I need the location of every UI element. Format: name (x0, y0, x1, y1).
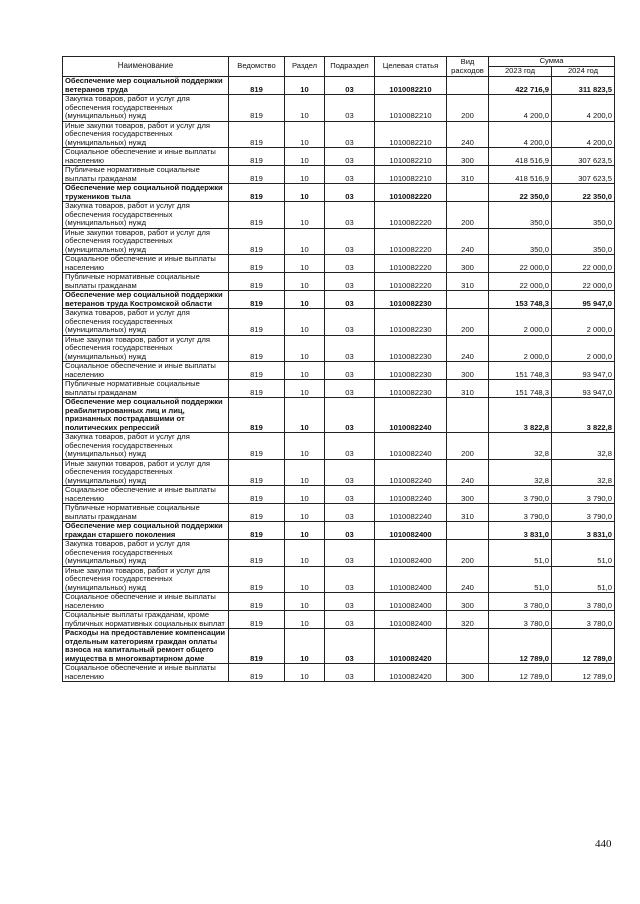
table-row (63, 228, 615, 255)
cell-name: Социальные выплаты гражданам, кроме публичных нормативных социальных выплат (63, 611, 229, 629)
table-row (63, 148, 615, 166)
table-row (63, 77, 615, 95)
cell-type: 300 (447, 255, 489, 273)
cell-subsection: 03 (325, 433, 375, 460)
cell-subsection: 03 (325, 228, 375, 255)
cell-section: 10 (285, 202, 325, 229)
table-row (63, 202, 615, 229)
cell-subsection: 03 (325, 566, 375, 593)
table-row (63, 593, 615, 611)
cell-subsection: 03 (325, 77, 375, 95)
cell-2023: 2 000,0 (489, 309, 552, 336)
cell-2023: 350,0 (489, 202, 552, 229)
cell-name: Закупка товаров, работ и услуг для обеспечения государственных (муниципальных) нужд (63, 540, 229, 567)
table-row (63, 166, 615, 184)
cell-2024: 22 000,0 (552, 273, 615, 291)
table-row (63, 664, 615, 682)
cell-target: 1010082240 (375, 433, 447, 460)
table-row (63, 504, 615, 522)
cell-name: Социальное обеспечение и иные выплаты населению (63, 255, 229, 273)
cell-type: 300 (447, 593, 489, 611)
cell-2023: 22 000,0 (489, 255, 552, 273)
cell-2024: 3 790,0 (552, 504, 615, 522)
cell-2023: 3 790,0 (489, 486, 552, 504)
cell-type: 200 (447, 540, 489, 567)
cell-target: 1010082230 (375, 335, 447, 362)
cell-dept: 819 (229, 504, 285, 522)
page-number: 440 (595, 838, 612, 850)
cell-subsection: 03 (325, 398, 375, 433)
cell-2024: 22 350,0 (552, 184, 615, 202)
cell-section: 10 (285, 255, 325, 273)
cell-section: 10 (285, 184, 325, 202)
cell-subsection: 03 (325, 121, 375, 148)
cell-subsection: 03 (325, 362, 375, 380)
table-header (63, 57, 615, 77)
cell-2024: 2 000,0 (552, 335, 615, 362)
cell-2023: 3 831,0 (489, 522, 552, 540)
cell-section: 10 (285, 380, 325, 398)
cell-section: 10 (285, 398, 325, 433)
cell-2023: 51,0 (489, 540, 552, 567)
cell-dept: 819 (229, 398, 285, 433)
cell-section: 10 (285, 664, 325, 682)
cell-2024: 307 623,5 (552, 148, 615, 166)
cell-section: 10 (285, 593, 325, 611)
cell-subsection: 03 (325, 611, 375, 629)
cell-2024: 311 823,5 (552, 77, 615, 95)
cell-2024: 2 000,0 (552, 309, 615, 336)
cell-name: Иные закупки товаров, работ и услуг для обеспечения государственных (муниципальных) нужд (63, 459, 229, 486)
cell-subsection: 03 (325, 95, 375, 122)
cell-2023: 151 748,3 (489, 380, 552, 398)
cell-dept: 819 (229, 459, 285, 486)
cell-2024: 3 790,0 (552, 486, 615, 504)
cell-name: Публичные нормативные социальные выплаты гражданам (63, 380, 229, 398)
table-row (63, 629, 615, 664)
cell-subsection: 03 (325, 380, 375, 398)
cell-section: 10 (285, 77, 325, 95)
cell-subsection: 03 (325, 522, 375, 540)
budget-table (62, 56, 615, 682)
cell-name: Иные закупки товаров, работ и услуг для обеспечения государственных (муниципальных) нужд (63, 121, 229, 148)
cell-name: Социальное обеспечение и иные выплаты населению (63, 486, 229, 504)
cell-target: 1010082240 (375, 459, 447, 486)
cell-2023: 350,0 (489, 228, 552, 255)
cell-2023: 32,8 (489, 433, 552, 460)
cell-subsection: 03 (325, 184, 375, 202)
cell-2023: 4 200,0 (489, 95, 552, 122)
cell-type: 320 (447, 611, 489, 629)
header-2024: 2024 год (552, 67, 615, 77)
cell-2024: 350,0 (552, 202, 615, 229)
cell-2024: 3 780,0 (552, 593, 615, 611)
cell-subsection: 03 (325, 664, 375, 682)
cell-type: 300 (447, 148, 489, 166)
cell-target: 1010082230 (375, 362, 447, 380)
cell-name: Обеспечение мер социальной поддержки ветеранов труда (63, 77, 229, 95)
cell-2023: 422 716,9 (489, 77, 552, 95)
cell-2023: 12 789,0 (489, 664, 552, 682)
cell-name: Публичные нормативные социальные выплаты гражданам (63, 273, 229, 291)
cell-type (447, 398, 489, 433)
cell-2023: 151 748,3 (489, 362, 552, 380)
cell-dept: 819 (229, 433, 285, 460)
cell-name: Расходы на предоставление компенсации отдельным категориям граждан оплаты взноса на капитальный ремонт общего имущества в многоквартирном доме (63, 629, 229, 664)
table-row (63, 566, 615, 593)
cell-dept: 819 (229, 77, 285, 95)
cell-name: Обеспечение мер социальной поддержки реабилитированных лиц и лиц, признанных пострадавшими от политических репрессий (63, 398, 229, 433)
cell-2023: 3 780,0 (489, 593, 552, 611)
cell-target: 1010082220 (375, 184, 447, 202)
header-name: Наименование (63, 57, 229, 77)
table-body (63, 77, 615, 682)
cell-name: Закупка товаров, работ и услуг для обеспечения государственных (муниципальных) нужд (63, 433, 229, 460)
cell-target: 1010082240 (375, 398, 447, 433)
table-row (63, 184, 615, 202)
table-row (63, 255, 615, 273)
cell-section: 10 (285, 273, 325, 291)
cell-2023: 51,0 (489, 566, 552, 593)
cell-target: 1010082400 (375, 522, 447, 540)
cell-type: 240 (447, 459, 489, 486)
cell-type: 300 (447, 486, 489, 504)
cell-target: 1010082220 (375, 202, 447, 229)
cell-section: 10 (285, 566, 325, 593)
cell-2024: 93 947,0 (552, 380, 615, 398)
cell-2024: 350,0 (552, 228, 615, 255)
cell-dept: 819 (229, 566, 285, 593)
header-dept: Ведомство (229, 57, 285, 77)
cell-type (447, 522, 489, 540)
cell-dept: 819 (229, 148, 285, 166)
cell-dept: 819 (229, 629, 285, 664)
cell-2023: 418 516,9 (489, 166, 552, 184)
cell-name: Социальное обеспечение и иные выплаты населению (63, 593, 229, 611)
cell-type: 200 (447, 202, 489, 229)
cell-type: 240 (447, 566, 489, 593)
cell-type: 200 (447, 95, 489, 122)
table-row (63, 433, 615, 460)
cell-name: Обеспечение мер социальной поддержки граждан старшего поколения (63, 522, 229, 540)
cell-2024: 51,0 (552, 540, 615, 567)
cell-type (447, 184, 489, 202)
cell-dept: 819 (229, 166, 285, 184)
cell-target: 1010082240 (375, 504, 447, 522)
table-row (63, 335, 615, 362)
table-row (63, 611, 615, 629)
cell-section: 10 (285, 486, 325, 504)
cell-section: 10 (285, 611, 325, 629)
cell-dept: 819 (229, 486, 285, 504)
cell-2023: 12 789,0 (489, 629, 552, 664)
cell-target: 1010082210 (375, 95, 447, 122)
cell-subsection: 03 (325, 459, 375, 486)
cell-subsection: 03 (325, 291, 375, 309)
table-row (63, 291, 615, 309)
cell-2023: 4 200,0 (489, 121, 552, 148)
cell-2023: 22 350,0 (489, 184, 552, 202)
cell-dept: 819 (229, 522, 285, 540)
header-target: Целевая статья (375, 57, 447, 77)
cell-type: 240 (447, 228, 489, 255)
cell-2024: 95 947,0 (552, 291, 615, 309)
cell-target: 1010082400 (375, 540, 447, 567)
cell-name: Закупка товаров, работ и услуг для обеспечения государственных (муниципальных) нужд (63, 309, 229, 336)
cell-type (447, 291, 489, 309)
cell-section: 10 (285, 228, 325, 255)
cell-subsection: 03 (325, 309, 375, 336)
cell-type (447, 77, 489, 95)
table-row (63, 486, 615, 504)
cell-name: Публичные нормативные социальные выплаты гражданам (63, 504, 229, 522)
cell-subsection: 03 (325, 540, 375, 567)
cell-type: 240 (447, 335, 489, 362)
table-row (63, 522, 615, 540)
cell-2023: 3 780,0 (489, 611, 552, 629)
cell-subsection: 03 (325, 255, 375, 273)
cell-name: Социальное обеспечение и иные выплаты населению (63, 664, 229, 682)
cell-dept: 819 (229, 335, 285, 362)
table-row (63, 362, 615, 380)
cell-target: 1010082400 (375, 593, 447, 611)
cell-dept: 819 (229, 95, 285, 122)
table-row (63, 398, 615, 433)
cell-name: Иные закупки товаров, работ и услуг для обеспечения государственных (муниципальных) нужд (63, 228, 229, 255)
cell-dept: 819 (229, 380, 285, 398)
cell-target: 1010082220 (375, 228, 447, 255)
cell-subsection: 03 (325, 148, 375, 166)
table-row (63, 309, 615, 336)
cell-type: 200 (447, 309, 489, 336)
cell-2024: 32,8 (552, 433, 615, 460)
cell-2023: 3 790,0 (489, 504, 552, 522)
cell-2024: 12 789,0 (552, 629, 615, 664)
cell-section: 10 (285, 291, 325, 309)
cell-type: 310 (447, 380, 489, 398)
cell-name: Иные закупки товаров, работ и услуг для обеспечения государственных (муниципальных) нужд (63, 335, 229, 362)
cell-name: Социальное обеспечение и иные выплаты населению (63, 362, 229, 380)
cell-target: 1010082230 (375, 309, 447, 336)
cell-dept: 819 (229, 202, 285, 229)
table-row (63, 121, 615, 148)
cell-section: 10 (285, 629, 325, 664)
cell-dept: 819 (229, 121, 285, 148)
cell-target: 1010082230 (375, 380, 447, 398)
table-row (63, 273, 615, 291)
cell-name: Закупка товаров, работ и услуг для обеспечения государственных (муниципальных) нужд (63, 202, 229, 229)
cell-dept: 819 (229, 362, 285, 380)
cell-section: 10 (285, 433, 325, 460)
cell-2024: 307 623,5 (552, 166, 615, 184)
cell-2023: 2 000,0 (489, 335, 552, 362)
cell-2024: 32,8 (552, 459, 615, 486)
cell-2024: 51,0 (552, 566, 615, 593)
cell-dept: 819 (229, 611, 285, 629)
cell-dept: 819 (229, 540, 285, 567)
cell-name: Иные закупки товаров, работ и услуг для обеспечения государственных (муниципальных) нужд (63, 566, 229, 593)
table-row (63, 459, 615, 486)
cell-dept: 819 (229, 309, 285, 336)
cell-name: Публичные нормативные социальные выплаты гражданам (63, 166, 229, 184)
cell-type: 310 (447, 273, 489, 291)
cell-subsection: 03 (325, 273, 375, 291)
cell-target: 1010082400 (375, 611, 447, 629)
cell-2023: 418 516,9 (489, 148, 552, 166)
cell-subsection: 03 (325, 166, 375, 184)
table-row (63, 540, 615, 567)
cell-target: 1010082210 (375, 77, 447, 95)
cell-target: 1010082230 (375, 291, 447, 309)
cell-dept: 819 (229, 291, 285, 309)
cell-type: 200 (447, 433, 489, 460)
cell-2024: 12 789,0 (552, 664, 615, 682)
cell-subsection: 03 (325, 629, 375, 664)
cell-2023: 32,8 (489, 459, 552, 486)
cell-2023: 22 000,0 (489, 273, 552, 291)
cell-2023: 153 748,3 (489, 291, 552, 309)
cell-dept: 819 (229, 184, 285, 202)
header-type: Вид расходов (447, 57, 489, 77)
cell-type: 310 (447, 166, 489, 184)
cell-type (447, 629, 489, 664)
cell-dept: 819 (229, 273, 285, 291)
cell-section: 10 (285, 362, 325, 380)
cell-dept: 819 (229, 228, 285, 255)
cell-2023: 3 822,8 (489, 398, 552, 433)
cell-section: 10 (285, 121, 325, 148)
cell-dept: 819 (229, 593, 285, 611)
cell-2024: 3 831,0 (552, 522, 615, 540)
cell-2024: 93 947,0 (552, 362, 615, 380)
cell-2024: 4 200,0 (552, 95, 615, 122)
cell-section: 10 (285, 166, 325, 184)
cell-name: Обеспечение мер социальной поддержки ветеранов труда Костромской области (63, 291, 229, 309)
cell-subsection: 03 (325, 335, 375, 362)
cell-name: Социальное обеспечение и иные выплаты населению (63, 148, 229, 166)
cell-section: 10 (285, 95, 325, 122)
cell-type: 240 (447, 121, 489, 148)
cell-subsection: 03 (325, 504, 375, 522)
cell-2024: 3 780,0 (552, 611, 615, 629)
cell-dept: 819 (229, 664, 285, 682)
cell-section: 10 (285, 540, 325, 567)
cell-type: 300 (447, 362, 489, 380)
cell-target: 1010082220 (375, 273, 447, 291)
cell-target: 1010082240 (375, 486, 447, 504)
cell-target: 1010082420 (375, 629, 447, 664)
cell-2024: 3 822,8 (552, 398, 615, 433)
cell-2024: 22 000,0 (552, 255, 615, 273)
header-2023: 2023 год (489, 67, 552, 77)
cell-section: 10 (285, 309, 325, 336)
table-row (63, 95, 615, 122)
header-sum: Сумма (489, 57, 615, 67)
cell-section: 10 (285, 522, 325, 540)
cell-subsection: 03 (325, 202, 375, 229)
header-section: Раздел (285, 57, 325, 77)
cell-target: 1010082420 (375, 664, 447, 682)
cell-2024: 4 200,0 (552, 121, 615, 148)
cell-type: 300 (447, 664, 489, 682)
cell-subsection: 03 (325, 593, 375, 611)
header-subsection: Подраздел (325, 57, 375, 77)
cell-section: 10 (285, 504, 325, 522)
cell-dept: 819 (229, 255, 285, 273)
cell-target: 1010082210 (375, 148, 447, 166)
cell-target: 1010082400 (375, 566, 447, 593)
cell-section: 10 (285, 335, 325, 362)
cell-section: 10 (285, 148, 325, 166)
table-row (63, 380, 615, 398)
cell-name: Обеспечение мер социальной поддержки тружеников тыла (63, 184, 229, 202)
cell-type: 310 (447, 504, 489, 522)
cell-target: 1010082220 (375, 255, 447, 273)
cell-subsection: 03 (325, 486, 375, 504)
cell-target: 1010082210 (375, 121, 447, 148)
cell-name: Закупка товаров, работ и услуг для обеспечения государственных (муниципальных) нужд (63, 95, 229, 122)
cell-section: 10 (285, 459, 325, 486)
cell-target: 1010082210 (375, 166, 447, 184)
